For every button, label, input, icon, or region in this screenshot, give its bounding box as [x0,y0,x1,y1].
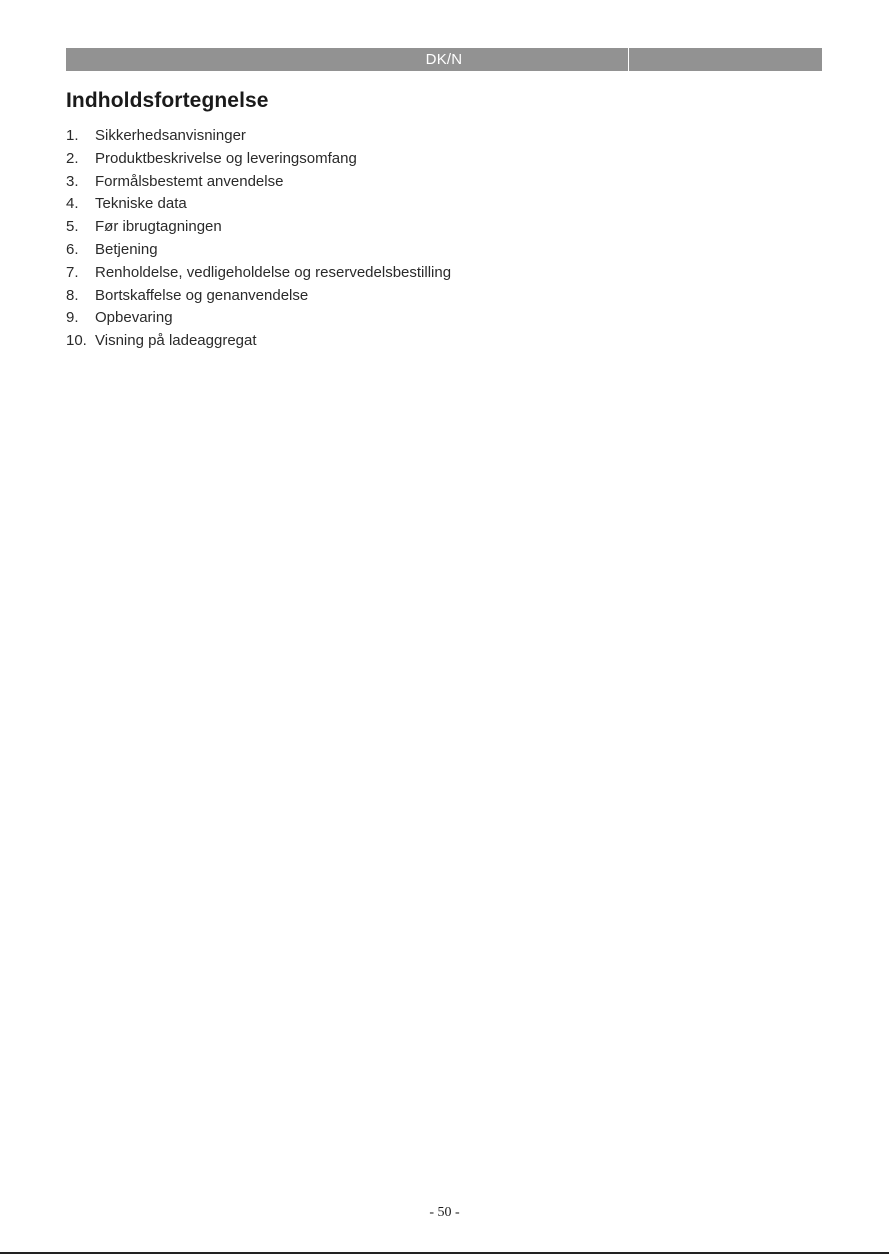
toc-text: Før ibrugtagningen [95,218,222,236]
toc-item-4[interactable] [66,193,451,216]
toc-number: 10. [66,332,87,350]
toc-text: Bortskaffelse og genanvendelse [95,286,309,304]
toc-text: Formålsbestemt anvendelse [95,172,284,190]
toc-item-1[interactable] [66,125,451,148]
language-label: DK/N [425,51,463,68]
toc-number: 2. [66,149,79,167]
toc-text: Opbevaring [95,309,173,327]
toc-item-9[interactable] [66,307,451,330]
toc-item-7[interactable] [66,262,451,285]
toc-text: Produktbeskrivelse og leveringsomfang [95,149,357,167]
toc-number: 3. [66,172,79,190]
toc-text: Betjening [95,240,158,258]
toc-number: 4. [66,195,79,213]
toc-number: 8. [66,286,79,304]
header-bar [66,48,822,71]
toc-text: Sikkerhedsanvisninger [95,127,246,144]
page-number: - 50 - [429,1205,460,1220]
toc-text: Visning på ladeaggregat [95,332,257,350]
table-of-contents [66,125,451,353]
toc-number: 7. [66,263,79,281]
toc-item-6[interactable] [66,239,451,262]
page-title: Indholdsfortegnelse [66,89,269,112]
toc-item-2[interactable] [66,148,451,171]
toc-number: 9. [66,309,79,327]
toc-text: Renholdelse, vedligeholdelse og reservedelsbestilling [95,263,452,281]
toc-item-8[interactable] [66,285,451,308]
toc-text: Tekniske data [95,195,187,213]
toc-number: 1. [66,127,79,144]
toc-item-3[interactable] [66,171,451,194]
toc-number: 5. [66,218,79,236]
toc-item-5[interactable] [66,216,451,239]
toc-item-10[interactable] [66,330,451,353]
toc-number: 6. [66,240,79,258]
